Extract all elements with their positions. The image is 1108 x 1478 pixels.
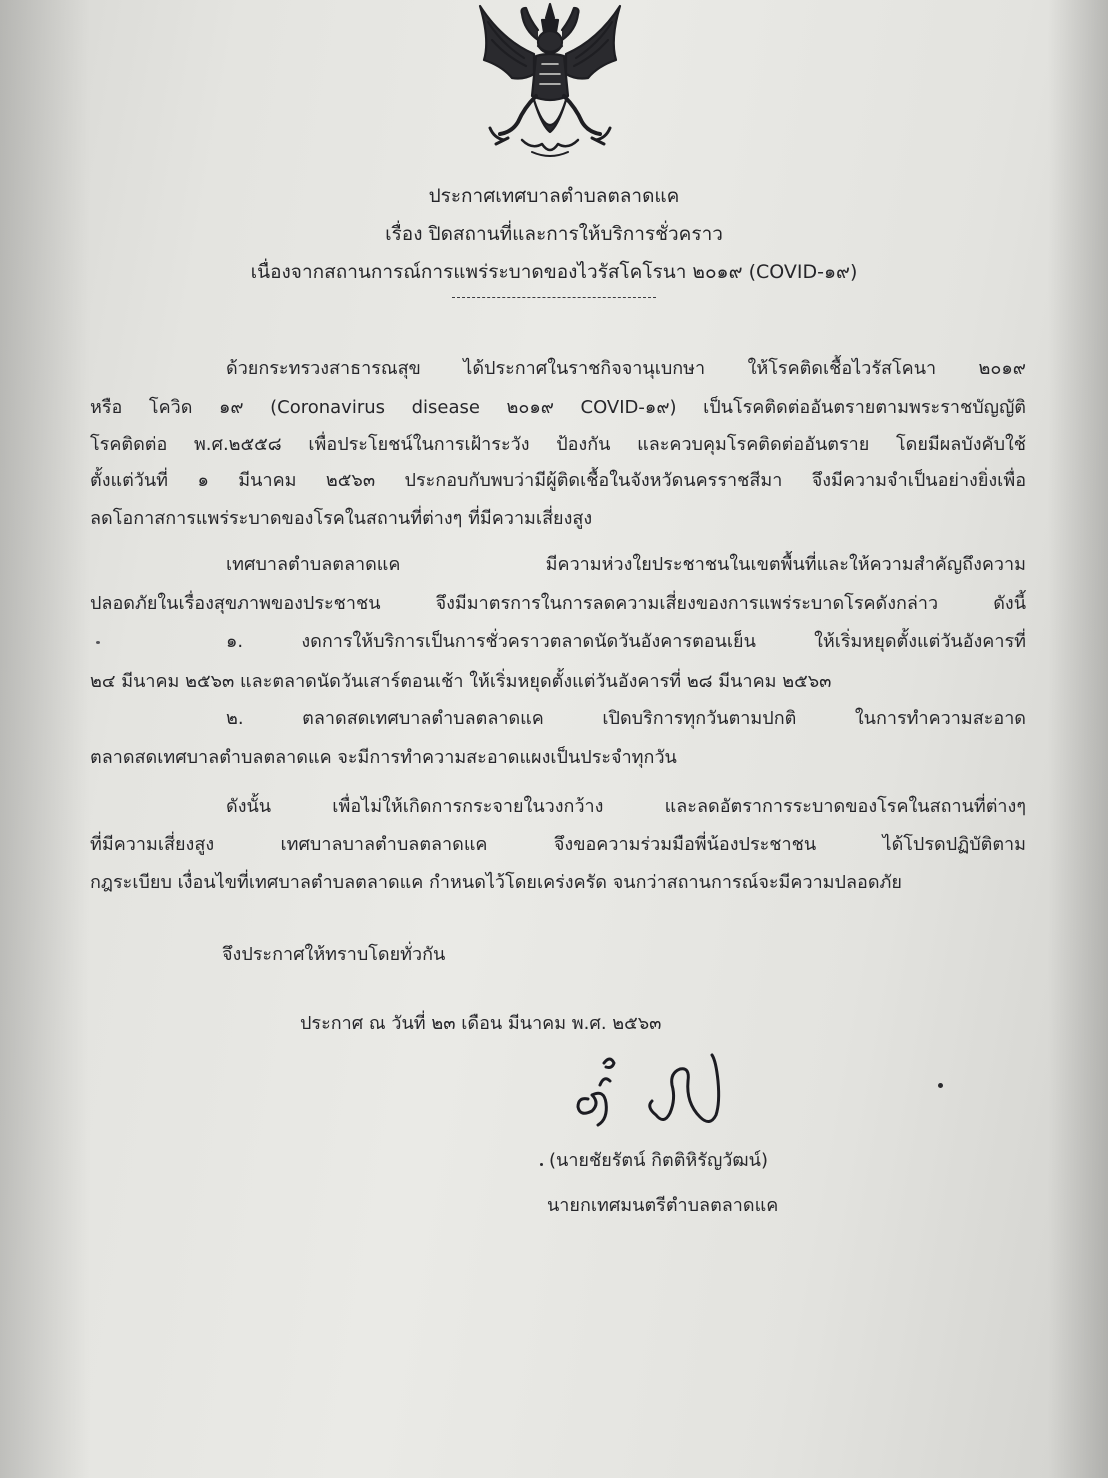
signer-name: (นายชัยรัตน์ กิตติหิรัญวัฒน์) [549,1150,768,1171]
ink-dot-small [540,1163,543,1166]
handwritten-signature [560,1045,760,1140]
announcement-subject: เรื่อง ปิดสถานที่และการให้บริการชั่วคราว [385,223,723,245]
announcement-title: ประกาศเทศบาลตำบลตลาดแค [428,185,680,207]
paragraph-3-line-2: ที่มีความเสี่ยงสูง เทศบาลบาลตำบลตลาดแค จึงขอความร่วมมือพี่น้องประชาชน ได้โปรดปฏิบัติตาม [90,834,1026,855]
header-divider [452,297,656,298]
ink-dot [938,1083,943,1088]
paragraph-1-line-3: โรคติดต่อ พ.ศ.๒๕๕๘ เพื่อประโยชน์ในการเฝ้าระวัง ป้องกัน และควบคุมโรคติดต่ออันตราย โดยมีผลบังคับใช้ [90,434,1026,455]
closing-statement: จึงประกาศให้ทราบโดยทั่วกัน [222,944,446,965]
garuda-emblem-icon [472,0,628,160]
ink-speck [96,641,100,644]
paragraph-1-line-5: ลดโอกาสการแพร่ระบาดของโรคในสถานที่ต่างๆ ที่มีความเสี่ยงสูง [90,508,593,529]
paragraph-3-line-1: ดังนั้น เพื่อไม่ให้เกิดการกระจายในวงกว้าง และลดอัตราการระบาดของโรคในสถานที่ต่างๆ [226,796,1026,817]
item-1-line-1: ๑. งดการให้บริการเป็นการชั่วคราวตลาดนัดวันอังคารตอนเย็น ให้เริ่มหยุดตั้งแต่วันอังคารที่ [226,631,1026,652]
item-1-line-2: ๒๔ มีนาคม ๒๕๖๓ และตลาดนัดวันเสาร์ตอนเช้า ให้เริ่มหยุดตั้งแต่วันอังคารที่ ๒๘ มีนาคม ๒๕๖๓ [90,671,832,692]
paragraph-2-line-1: เทศบาลตำบลตลาดแค มีความห่วงใยประชาชนในเขตพื้นที่และให้ความสำคัญถึงความ [226,554,1026,575]
announcement-reason: เนื่องจากสถานการณ์การแพร่ระบาดของไวรัสโคโรนา ๒๐๑๙ (COVID-๑๙) [250,261,858,283]
item-2-line-2: ตลาดสดเทศบาลตำบลตลาดแค จะมีการทำความสะอาดแผงเป็นประจำทุกวัน [90,747,677,768]
signer-title: นายกเทศมนตรีตำบลตลาดแค [547,1195,779,1216]
paragraph-3-line-3: กฎระเบียบ เงื่อนไขที่เทศบาลตำบลตลาดแค กำหนดไว้โดยเคร่งครัด จนกว่าสถานการณ์จะมีความปลอดภัย [90,872,902,893]
announcement-date: ประกาศ ณ วันที่ ๒๓ เดือน มีนาคม พ.ศ. ๒๕๖๓ [300,1013,662,1034]
paragraph-1-line-1: ด้วยกระทรวงสาธารณสุข ได้ประกาศในราชกิจจานุเบกษา ให้โรคติดเชื้อไวรัสโคนา ๒๐๑๙ [226,358,1026,379]
paragraph-2-line-2: ปลอดภัยในเรื่องสุขภาพของประชาชน จึงมีมาตรการในการลดความเสี่ยงของการแพร่ระบาดโรคดังกล่าว ดังนี้ [90,593,1026,614]
paragraph-1-line-2: หรือ โควิด ๑๙ (Coronavirus disease ๒๐๑๙ COVID-๑๙) เป็นโรคติดต่ออันตรายตามพระราชบัญญัติ [90,397,1026,418]
paragraph-1-line-4: ตั้งแต่วันที่ ๑ มีนาคม ๒๕๖๓ ประกอบกับพบว่ามีผู้ติดเชื้อในจังหวัดนครราชสีมา จึงมีความจำเป็นอย่างยิ่งเพื่อ [90,470,1026,491]
item-2-line-1: ๒. ตลาดสดเทศบาลตำบลตลาดแค เปิดบริการทุกวันตามปกติ ในการทำความสะอาด [226,708,1026,729]
